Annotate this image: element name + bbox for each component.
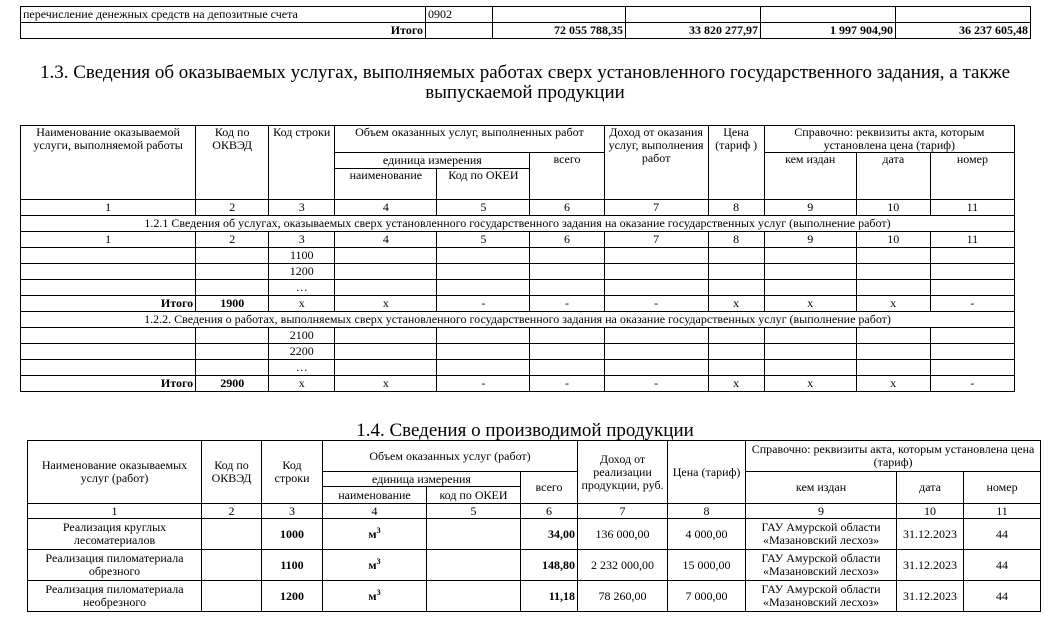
header-row-code: Код строки [269,126,335,200]
row-code: … [269,360,335,376]
col-number: 7 [604,200,708,216]
product-date: 31.12.2023 [897,581,964,612]
row-code: … [269,280,335,296]
product-number: 44 [964,581,1041,612]
header-income: Доход от оказания услуг, выполнения работ [604,126,708,200]
header-issuer: кем издан [764,153,856,200]
col-number: 6 [530,232,604,248]
services-table [20,125,1015,392]
col-number: 2 [196,232,269,248]
col-number: 2 [202,504,262,519]
table-row [28,550,1041,581]
row-name: перечисление денежных средств на депозитные счета [21,7,426,23]
section-1-3-title-line1: 1.3. Сведения об оказываемых услугах, выполняемых работах сверх установленного государственного задания, а также [39,62,1010,83]
header-issuer: кем издан [746,472,897,504]
total-cell: x [269,296,335,312]
subsection-1-2-1-title: 1.2.1 Сведения об услугах, оказываемых сверх установленного государственного задания на оказание государственных услуг (выполнение работ) [21,216,1015,232]
total-value-2: 33 820 277,97 [626,23,761,39]
row-code: 2100 [269,328,335,344]
total-cell: x [764,296,856,312]
total-cell: - [437,376,530,392]
total-cell: - [604,376,708,392]
table-row [21,264,1015,280]
col-number: 3 [262,504,323,519]
subsection-1-2-2-title: 1.2.2. Сведения о работах, выполняемых сверх установленного государственного задания на оказание государственных услуг (выполнение работ) [21,312,1015,328]
header-volume: Объем оказанных услуг, выполненных работ [335,126,604,153]
col-number: 6 [530,200,604,216]
table-row [21,280,1015,296]
total-cell: - [530,376,604,392]
col-number: 10 [856,232,930,248]
total-cell: - [530,296,604,312]
product-number: 44 [964,550,1041,581]
header-name: Наименование оказываемой услуги, выполняемой работы [21,126,196,200]
total-okved: 1900 [196,296,269,312]
header-income: Доход от реализации продукции, руб. [578,441,668,504]
total-value-4: 36 237 605,48 [896,23,1031,39]
product-issuer: ГАУ Амурской области «Мазановский лесхоз» [746,581,897,612]
row-code: 1200 [269,264,335,280]
header-total: всего [530,153,604,200]
subsection-title-row [21,216,1015,232]
header-unit-name: наименование [335,169,437,200]
total-cell: - [930,296,1014,312]
row-code: 0902 [426,7,493,23]
product-price: 7 000,00 [668,581,746,612]
col-number: 9 [746,504,897,519]
header-price: Цена (тариф) [668,441,746,504]
table-row [21,328,1015,344]
total-cell: - [437,296,530,312]
table-row [28,581,1041,612]
col-number: 10 [856,200,930,216]
product-name: Реализация круглых лесоматериалов [28,519,202,550]
product-price: 4 000,00 [668,519,746,550]
col-number: 8 [708,200,764,216]
header-okei: код по ОКЕИ [427,487,521,504]
section-1-4-title: 1.4. Сведения о производимой продукции [356,420,694,441]
header-unit-name: наименование [323,487,427,504]
product-income: 2 232 000,00 [578,550,668,581]
col-number: 8 [708,232,764,248]
col-number: 4 [335,200,437,216]
table-row [21,360,1015,376]
total-cell: x [335,376,437,392]
total-row [21,376,1015,392]
total-cell: x [708,296,764,312]
header-okved: Код по ОКВЭД [202,441,262,504]
col-number: 4 [323,504,427,519]
product-income: 78 260,00 [578,581,668,612]
product-date: 31.12.2023 [897,519,964,550]
header-number: номер [964,472,1041,504]
total-cell: - [930,376,1014,392]
header-volume: Объем оказанных услуг (работ) [323,441,578,472]
header-row [28,441,1041,472]
col-number: 10 [897,504,964,519]
header-number: номер [930,153,1014,200]
header-okei: Код по ОКЕИ [437,169,530,200]
section-1-3-title-line2: выпускаемой продукции [425,82,625,103]
product-price: 15 000,00 [668,550,746,581]
header-date: дата [897,472,964,504]
total-value-1: 72 055 788,35 [493,23,626,39]
product-income: 136 000,00 [578,519,668,550]
header-okved: Код по ОКВЭД [196,126,269,200]
header-ref: Справочно: реквизиты акта, которым установлена цена (тариф) [764,126,1014,153]
col-number: 7 [578,504,668,519]
header-ref: Справочно: реквизиты акта, которым установлена цена (тариф) [746,441,1041,472]
total-row [21,23,1031,39]
total-cell: x [764,376,856,392]
col-number: 2 [196,200,269,216]
col-number: 11 [930,200,1014,216]
product-code: 1200 [262,581,323,612]
header-row [21,126,1015,153]
total-label: Итого [21,296,196,312]
column-numbers-row [21,200,1015,216]
col-number: 5 [427,504,521,519]
header-unit: единица измерения [323,472,521,487]
product-number: 44 [964,519,1041,550]
col-number: 3 [269,200,335,216]
product-date: 31.12.2023 [897,550,964,581]
row-code: 2200 [269,344,335,360]
header-unit: единица измерения [335,153,530,169]
table-row [21,344,1015,360]
col-number: 6 [521,504,578,519]
total-cell: x [856,296,930,312]
total-cell: x [335,296,437,312]
col-number: 4 [335,232,437,248]
header-total: всего [521,472,578,504]
product-issuer: ГАУ Амурской области «Мазановский лесхоз» [746,550,897,581]
table-row [21,248,1015,264]
product-name: Реализация пиломатериала обрезного [28,550,202,581]
total-label: Итого [21,23,426,39]
total-row [21,296,1015,312]
total-cell: x [856,376,930,392]
product-total: 148,80 [521,550,578,581]
product-total: 11,18 [521,581,578,612]
col-number: 1 [21,200,196,216]
total-cell: x [269,376,335,392]
col-number: 5 [437,200,530,216]
col-number: 11 [930,232,1014,248]
table-row [21,7,1031,23]
product-code: 1000 [262,519,323,550]
col-number: 9 [764,200,856,216]
product-issuer: ГАУ Амурской области «Мазановский лесхоз» [746,519,897,550]
subsection-title-row [21,312,1015,328]
col-number: 3 [269,232,335,248]
total-okved: 2900 [196,376,269,392]
header-date: дата [856,153,930,200]
col-number: 1 [28,504,202,519]
section-1-3-title [20,63,1030,103]
column-numbers-row [28,504,1041,519]
col-number: 7 [604,232,708,248]
product-total: 34,00 [521,519,578,550]
total-cell: - [604,296,708,312]
total-label: Итого [21,376,196,392]
total-cell: x [708,376,764,392]
col-number: 8 [668,504,746,519]
col-number: 1 [21,232,196,248]
product-unit: $м^3$ [323,581,427,612]
col-number: 5 [437,232,530,248]
col-number: 9 [764,232,856,248]
products-table [27,440,1041,612]
total-value-3: 1 997 904,90 [761,23,896,39]
col-number: 11 [964,504,1041,519]
cash-flow-table-fragment [20,6,1031,39]
product-unit: $м^3$ [323,550,427,581]
table-row [28,519,1041,550]
product-unit: $м^3$ [323,519,427,550]
product-name: Реализация пиломатериала необрезного [28,581,202,612]
header-price: Цена (тариф ) [708,126,764,200]
header-row-code: Код строки [262,441,323,504]
header-name: Наименование оказываемых услуг (работ) [28,441,202,504]
column-numbers-row [21,232,1015,248]
row-code: 1100 [269,248,335,264]
product-code: 1100 [262,550,323,581]
